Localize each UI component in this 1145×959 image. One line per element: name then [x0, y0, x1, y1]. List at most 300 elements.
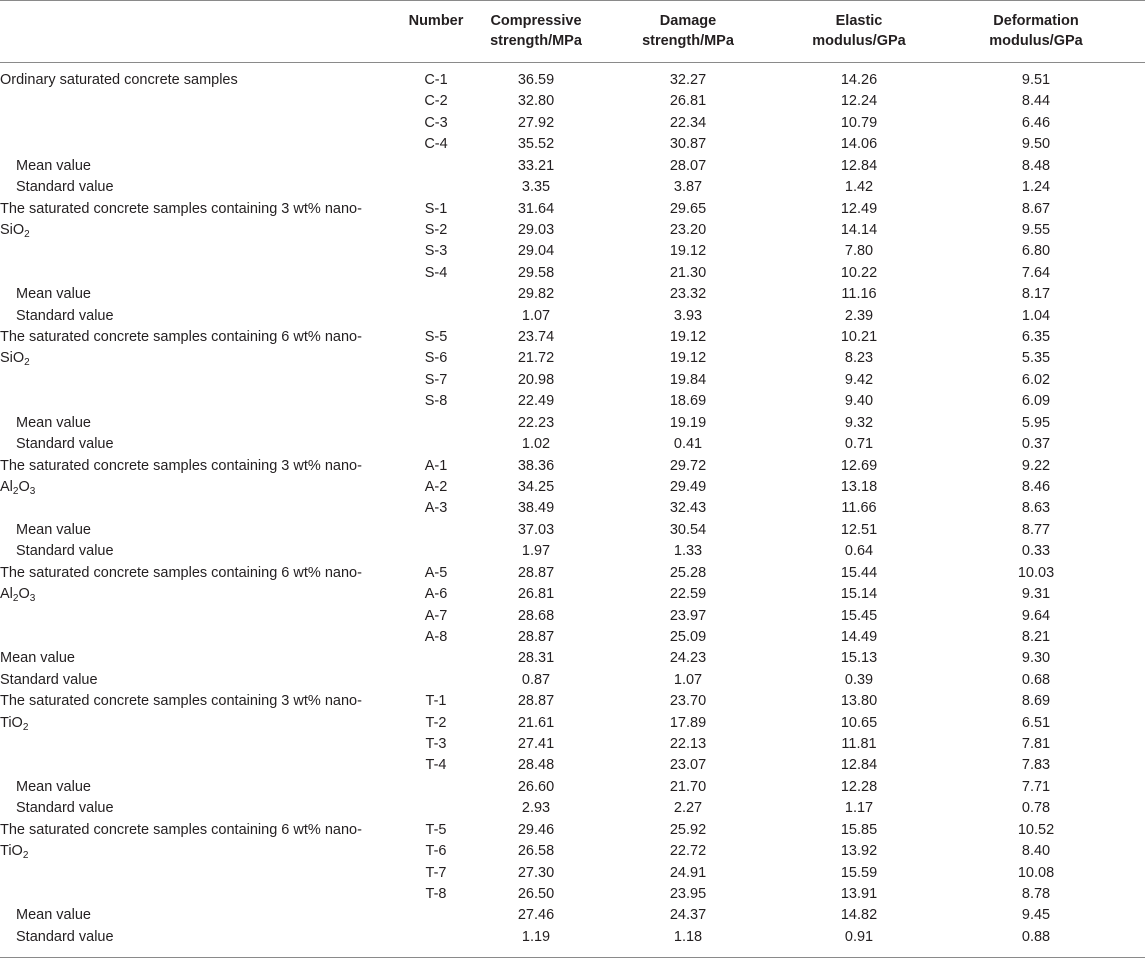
deformation-modulus-cell: 6.09 [1021, 393, 1051, 410]
deformation-modulus-cell: 8.69 [1021, 693, 1051, 710]
deformation-modulus-cell: 8.78 [1021, 885, 1051, 902]
table-row [0, 755, 1145, 776]
damage-strength-cell: 23.20 [669, 221, 707, 238]
damage-strength-cell: 23.32 [669, 286, 707, 303]
compressive-strength-cell: 21.61 [517, 714, 555, 731]
damage-strength-cell: 19.12 [669, 350, 707, 367]
elastic-modulus-cell: 1.17 [844, 800, 874, 817]
table-row [0, 841, 1145, 862]
description-text: Standard value [16, 543, 114, 560]
damage-strength-cell: 2.27 [673, 800, 703, 817]
deformation-modulus-cell: 10.52 [1017, 821, 1055, 838]
damage-strength-cell: 1.07 [673, 671, 703, 688]
sample-number: C-4 [424, 136, 448, 153]
deformation-modulus-cell: 9.50 [1021, 136, 1051, 153]
row-description [16, 306, 114, 327]
col-compressive-header [476, 11, 596, 51]
row-description [0, 70, 238, 91]
subscript: 2 [12, 485, 19, 497]
compressive-strength-cell: 21.72 [517, 350, 555, 367]
damage-strength-cell: 30.87 [669, 136, 707, 153]
table-row [0, 241, 1145, 262]
table-row [0, 456, 1145, 477]
description-text: Mean value [16, 907, 91, 924]
elastic-modulus-cell: 11.16 [841, 286, 877, 303]
description-text: Standard value [0, 671, 98, 688]
elastic-modulus-cell: 12.24 [840, 93, 878, 110]
header-line: strength/MPa [642, 33, 734, 49]
deformation-modulus-cell: 1.04 [1021, 307, 1051, 324]
row-description [16, 905, 91, 926]
description-text: The saturated concrete samples containing 3 wt% nano- [0, 200, 362, 217]
elastic-modulus-cell: 10.22 [840, 264, 878, 281]
row-description [0, 584, 35, 605]
table-row [0, 113, 1145, 134]
deformation-modulus-cell: 8.46 [1021, 478, 1051, 495]
elastic-modulus-cell: 0.91 [844, 928, 874, 945]
header-line: modulus/GPa [989, 33, 1083, 49]
deformation-modulus-cell: 8.77 [1021, 521, 1051, 538]
elastic-modulus-cell: 12.28 [840, 778, 878, 795]
row-description [0, 820, 362, 841]
table-row [0, 263, 1145, 284]
table-row [0, 927, 1145, 948]
table-row [0, 606, 1145, 627]
description-text: The saturated concrete samples containing 3 wt% nano- [0, 693, 362, 710]
damage-strength-cell: 23.70 [669, 693, 707, 710]
table-row [0, 134, 1145, 155]
description-text: Al [0, 478, 13, 495]
table-row [0, 199, 1145, 220]
table-row [0, 156, 1145, 177]
sample-number: A-1 [424, 457, 448, 474]
row-description [0, 477, 35, 498]
compressive-strength-cell: 29.46 [517, 821, 555, 838]
deformation-modulus-cell: 8.48 [1021, 157, 1051, 174]
damage-strength-cell: 26.81 [669, 93, 707, 110]
table-row [0, 434, 1145, 455]
table-top-rule [0, 0, 1145, 1]
compressive-strength-cell: 3.35 [521, 179, 551, 196]
row-description [16, 777, 91, 798]
deformation-modulus-cell: 9.22 [1021, 457, 1051, 474]
elastic-modulus-cell: 13.18 [840, 478, 878, 495]
compressive-strength-cell: 0.87 [521, 671, 551, 688]
compressive-strength-cell: 32.80 [517, 93, 555, 110]
row-description [16, 541, 114, 562]
elastic-modulus-cell: 0.64 [844, 543, 874, 560]
deformation-modulus-cell: 5.95 [1021, 414, 1051, 431]
row-description [0, 670, 98, 691]
damage-strength-cell: 18.69 [669, 393, 707, 410]
table-row [0, 306, 1145, 327]
subscript: 2 [24, 357, 30, 369]
damage-strength-cell: 19.12 [669, 243, 707, 260]
description-text: Ordinary saturated concrete samples [0, 72, 238, 88]
row-description [0, 691, 362, 712]
table-bottom-rule [0, 957, 1145, 958]
elastic-modulus-cell: 10.65 [840, 714, 878, 731]
sample-number: S-5 [424, 329, 448, 346]
sample-number: A-2 [424, 478, 448, 495]
elastic-modulus-cell: 15.44 [840, 564, 878, 581]
row-description [0, 327, 362, 348]
sample-number: S-1 [424, 200, 448, 217]
compressive-strength-cell: 38.49 [517, 500, 555, 517]
row-description [16, 434, 114, 455]
table-row [0, 520, 1145, 541]
description-text: SiO [0, 221, 25, 238]
compressive-strength-cell: 28.48 [517, 757, 555, 774]
deformation-modulus-cell: 6.46 [1021, 114, 1051, 131]
deformation-modulus-cell: 8.21 [1021, 628, 1051, 645]
description-text: The saturated concrete samples containing 6 wt% nano- [0, 329, 362, 346]
table-row [0, 798, 1145, 819]
sample-number: A-5 [424, 564, 448, 581]
sample-number: S-4 [424, 264, 448, 281]
table-row [0, 777, 1145, 798]
table-row [0, 477, 1145, 498]
compressive-strength-cell: 27.46 [517, 907, 555, 924]
row-description [0, 648, 75, 669]
table-row [0, 884, 1145, 905]
table-row [0, 734, 1145, 755]
deformation-modulus-cell: 6.51 [1021, 714, 1051, 731]
elastic-modulus-cell: 0.39 [844, 671, 874, 688]
deformation-modulus-cell: 0.68 [1021, 671, 1051, 688]
compressive-strength-cell: 22.49 [517, 393, 555, 410]
table-row [0, 413, 1145, 434]
header-line: Elastic [835, 13, 883, 29]
elastic-modulus-cell: 14.14 [840, 221, 878, 238]
elastic-modulus-cell: 9.42 [844, 371, 874, 388]
damage-strength-cell: 28.07 [669, 157, 707, 174]
damage-strength-cell: 19.12 [669, 329, 707, 346]
header-line: Damage [659, 13, 717, 29]
elastic-modulus-cell: 7.80 [844, 243, 874, 260]
table-row [0, 627, 1145, 648]
description-text: Mean value [16, 521, 91, 538]
compressive-strength-cell: 1.19 [521, 928, 551, 945]
row-description [16, 927, 114, 948]
subscript: 2 [22, 850, 29, 862]
description-text: Standard value [16, 436, 114, 453]
damage-strength-cell: 24.37 [669, 907, 707, 924]
col-elastic-header [784, 11, 934, 51]
table-row [0, 648, 1145, 669]
description-text: Standard value [16, 307, 114, 324]
damage-strength-cell: 3.93 [673, 307, 703, 324]
deformation-modulus-cell: 7.83 [1021, 757, 1051, 774]
description-text: Al [0, 586, 13, 603]
table-row [0, 498, 1145, 519]
compressive-strength-cell: 28.87 [517, 564, 555, 581]
subscript: 3 [29, 593, 36, 605]
compressive-strength-cell: 37.03 [517, 521, 555, 538]
row-description [16, 413, 91, 434]
damage-strength-cell: 22.13 [669, 736, 707, 753]
deformation-modulus-cell: 0.78 [1021, 800, 1051, 817]
deformation-modulus-cell: 6.02 [1021, 371, 1051, 388]
row-description [16, 284, 91, 305]
elastic-modulus-cell: 15.45 [840, 607, 878, 624]
compressive-strength-cell: 22.23 [517, 414, 555, 431]
deformation-modulus-cell: 10.03 [1017, 564, 1055, 581]
compressive-strength-cell: 2.93 [521, 800, 551, 817]
header-line: Compressive [490, 13, 582, 29]
compressive-strength-cell: 38.36 [517, 457, 555, 474]
deformation-modulus-cell: 6.35 [1021, 329, 1051, 346]
damage-strength-cell: 0.41 [673, 436, 703, 453]
table-row [0, 177, 1145, 198]
compressive-strength-cell: 29.04 [517, 243, 555, 260]
compressive-strength-cell: 31.64 [517, 200, 555, 217]
row-description [0, 199, 362, 220]
row-description [0, 220, 30, 241]
elastic-modulus-cell: 13.80 [840, 693, 878, 710]
row-description [16, 798, 114, 819]
table-row [0, 91, 1145, 112]
damage-strength-cell: 23.95 [669, 885, 707, 902]
elastic-modulus-cell: 11.81 [841, 736, 877, 753]
table-row [0, 905, 1145, 926]
compressive-strength-cell: 26.60 [517, 778, 555, 795]
compressive-strength-cell: 27.92 [517, 114, 555, 131]
elastic-modulus-cell: 8.23 [844, 350, 874, 367]
subscript: 3 [29, 485, 36, 497]
description-text: Mean value [0, 650, 75, 667]
damage-strength-cell: 29.49 [669, 478, 707, 495]
deformation-modulus-cell: 8.44 [1021, 93, 1051, 110]
damage-strength-cell: 25.28 [669, 564, 707, 581]
deformation-modulus-cell: 10.08 [1017, 864, 1055, 881]
deformation-modulus-cell: 8.40 [1021, 843, 1051, 860]
sample-number: T-7 [425, 864, 447, 881]
elastic-modulus-cell: 14.82 [840, 907, 878, 924]
damage-strength-cell: 21.30 [669, 264, 707, 281]
table-row [0, 70, 1145, 91]
elastic-modulus-cell: 9.40 [844, 393, 874, 410]
description-text: Standard value [16, 179, 114, 196]
compressive-strength-cell: 28.87 [517, 628, 555, 645]
sample-number: A-3 [424, 500, 448, 517]
table-row [0, 284, 1145, 305]
sample-number: A-8 [424, 628, 448, 645]
damage-strength-cell: 29.65 [669, 200, 707, 217]
damage-strength-cell: 19.84 [669, 371, 707, 388]
compressive-strength-cell: 28.68 [517, 607, 555, 624]
compressive-strength-cell: 1.02 [521, 436, 551, 453]
sample-number: A-6 [424, 586, 448, 603]
damage-strength-cell: 19.19 [669, 414, 707, 431]
damage-strength-cell: 23.97 [669, 607, 707, 624]
deformation-modulus-cell: 0.88 [1021, 928, 1051, 945]
damage-strength-cell: 24.23 [669, 650, 707, 667]
description-text: SiO [0, 350, 25, 367]
col-deformation-header [961, 11, 1111, 51]
description-text: O [18, 586, 30, 603]
damage-strength-cell: 3.87 [673, 179, 703, 196]
damage-strength-cell: 1.33 [673, 543, 703, 560]
elastic-modulus-cell: 10.21 [840, 329, 878, 346]
row-description [0, 563, 362, 584]
elastic-modulus-cell: 11.66 [841, 500, 877, 517]
damage-strength-cell: 30.54 [669, 521, 707, 538]
compressive-strength-cell: 26.50 [517, 885, 555, 902]
description-text: Standard value [16, 800, 114, 817]
damage-strength-cell: 22.72 [669, 843, 707, 860]
elastic-modulus-cell: 10.79 [840, 114, 878, 131]
elastic-modulus-cell: 12.84 [840, 757, 878, 774]
damage-strength-cell: 22.59 [669, 586, 707, 603]
deformation-modulus-cell: 8.17 [1021, 286, 1051, 303]
subscript: 2 [24, 228, 30, 240]
row-description [0, 348, 30, 369]
compressive-strength-cell: 26.81 [517, 586, 555, 603]
deformation-modulus-cell: 9.45 [1021, 907, 1051, 924]
damage-strength-cell: 25.92 [669, 821, 707, 838]
row-description [16, 177, 114, 198]
elastic-modulus-cell: 12.84 [840, 157, 878, 174]
elastic-modulus-cell: 15.59 [840, 864, 878, 881]
elastic-modulus-cell: 12.51 [840, 521, 878, 538]
elastic-modulus-cell: 13.91 [840, 885, 878, 902]
elastic-modulus-cell: 15.14 [840, 586, 878, 603]
table-row [0, 584, 1145, 605]
sample-number: S-6 [424, 350, 448, 367]
elastic-modulus-cell: 14.06 [840, 136, 878, 153]
row-description [16, 520, 91, 541]
sample-number: C-2 [424, 93, 448, 110]
description-text: The saturated concrete samples containing 6 wt% nano- [0, 564, 362, 581]
sample-number: T-4 [425, 757, 447, 774]
sample-number: S-2 [424, 221, 448, 238]
sample-number: T-2 [425, 714, 447, 731]
compressive-strength-cell: 23.74 [517, 329, 555, 346]
damage-strength-cell: 25.09 [669, 628, 707, 645]
description-text: The saturated concrete samples containing 6 wt% nano- [0, 821, 362, 838]
table-row [0, 713, 1145, 734]
compressive-strength-cell: 1.97 [521, 543, 551, 560]
sample-number: T-3 [425, 736, 447, 753]
damage-strength-cell: 22.34 [669, 114, 707, 131]
compressive-strength-cell: 33.21 [517, 157, 555, 174]
compressive-strength-cell: 26.58 [517, 843, 555, 860]
row-description [0, 456, 362, 477]
compressive-strength-cell: 36.59 [517, 72, 555, 88]
deformation-modulus-cell: 6.80 [1021, 243, 1051, 260]
elastic-modulus-cell: 12.49 [840, 200, 878, 217]
header-line: Number [408, 13, 464, 29]
sample-number: S-7 [424, 371, 448, 388]
row-description [0, 841, 28, 862]
description-text: Standard value [16, 928, 114, 945]
deformation-modulus-cell: 7.71 [1021, 778, 1051, 795]
elastic-modulus-cell: 2.39 [844, 307, 874, 324]
row-description [0, 713, 28, 734]
damage-strength-cell: 32.27 [669, 72, 707, 88]
deformation-modulus-cell: 7.64 [1021, 264, 1051, 281]
row-description [16, 156, 91, 177]
sample-number: T-8 [425, 885, 447, 902]
table-row [0, 541, 1145, 562]
description-text: Mean value [16, 286, 91, 303]
damage-strength-cell: 29.72 [669, 457, 707, 474]
table-row [0, 327, 1145, 348]
sample-number: S-3 [424, 243, 448, 260]
sample-number: C-3 [424, 114, 448, 131]
table-row [0, 348, 1145, 369]
description-text: The saturated concrete samples containing 3 wt% nano- [0, 457, 362, 474]
deformation-modulus-cell: 9.51 [1021, 72, 1051, 88]
elastic-modulus-cell: 0.71 [844, 436, 874, 453]
elastic-modulus-cell: 15.85 [840, 821, 878, 838]
table-row [0, 220, 1145, 241]
table-row [0, 863, 1145, 884]
table-row [0, 820, 1145, 841]
elastic-modulus-cell: 13.92 [840, 843, 878, 860]
header-line: strength/MPa [490, 33, 582, 49]
subscript: 2 [12, 593, 19, 605]
elastic-modulus-cell: 9.32 [844, 414, 874, 431]
table-row [0, 691, 1145, 712]
col-damage-header [618, 11, 758, 51]
compressive-strength-cell: 29.82 [517, 286, 555, 303]
deformation-modulus-cell: 9.31 [1021, 586, 1051, 603]
sample-number: T-5 [425, 821, 447, 838]
description-text: O [18, 478, 30, 495]
deformation-modulus-cell: 8.63 [1021, 500, 1051, 517]
deformation-modulus-cell: 9.64 [1021, 607, 1051, 624]
subscript: 2 [22, 721, 29, 733]
deformation-modulus-cell: 8.67 [1021, 200, 1051, 217]
compressive-strength-cell: 27.41 [517, 736, 555, 753]
description-text: Mean value [16, 778, 91, 795]
compressive-strength-cell: 20.98 [517, 371, 555, 388]
damage-strength-cell: 21.70 [669, 778, 707, 795]
damage-strength-cell: 1.18 [673, 928, 703, 945]
elastic-modulus-cell: 12.69 [840, 457, 878, 474]
sample-number: T-1 [425, 693, 447, 710]
deformation-modulus-cell: 0.37 [1021, 436, 1051, 453]
col-number-header [396, 11, 476, 31]
description-text: TiO [0, 714, 23, 731]
compressive-strength-cell: 35.52 [517, 136, 555, 153]
compressive-strength-cell: 27.30 [517, 864, 555, 881]
damage-strength-cell: 32.43 [669, 500, 707, 517]
header-rule [0, 62, 1145, 63]
deformation-modulus-cell: 0.33 [1021, 543, 1051, 560]
sample-number: S-8 [424, 393, 448, 410]
header-line: modulus/GPa [812, 33, 906, 49]
description-text: Mean value [16, 157, 91, 174]
compressive-strength-cell: 1.07 [521, 307, 551, 324]
elastic-modulus-cell: 14.26 [840, 72, 878, 88]
elastic-modulus-cell: 1.42 [844, 179, 874, 196]
compressive-strength-cell: 28.31 [517, 650, 555, 667]
sample-number: A-7 [424, 607, 448, 624]
deformation-modulus-cell: 7.81 [1021, 736, 1051, 753]
damage-strength-cell: 17.89 [669, 714, 707, 731]
compressive-strength-cell: 29.03 [517, 221, 555, 238]
compressive-strength-cell: 28.87 [517, 693, 555, 710]
sample-number: T-6 [425, 843, 447, 860]
description-text: Mean value [16, 414, 91, 431]
compressive-strength-cell: 29.58 [517, 264, 555, 281]
table-row [0, 670, 1145, 691]
compressive-strength-cell: 34.25 [517, 478, 555, 495]
deformation-modulus-cell: 9.30 [1021, 650, 1051, 667]
